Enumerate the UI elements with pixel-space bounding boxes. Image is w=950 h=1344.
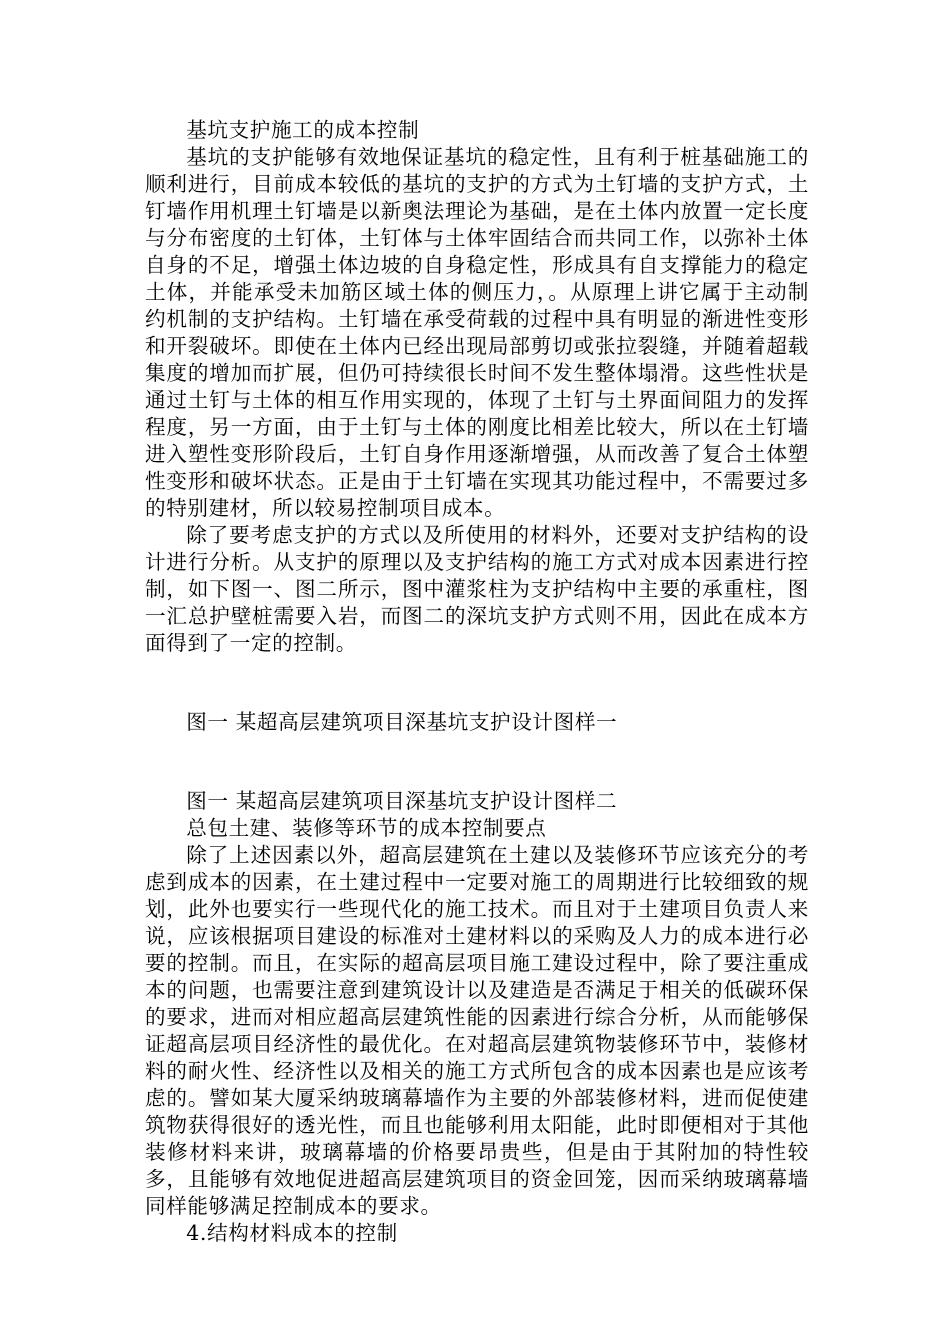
figure-1-placeholder bbox=[145, 657, 809, 709]
paragraph-support-design: 除了要考虑支护的方式以及所使用的材料外，还要对支护结构的设计进行分析。从支护的原理以及支护结构的施工方式对成本因素进行控制，如下图一、图二所示，图中灌浆柱为支护结构中主要的承重柱，图一汇总护壁桩需要入岩，而图二的深坑支护方式则不用，因此在成本方面得到了一定的控制。 bbox=[145, 523, 809, 655]
figure-2-placeholder bbox=[145, 736, 809, 788]
section-heading-structural-material: 4.结构材料成本的控制 bbox=[186, 1221, 398, 1245]
figure-caption-1: 图一 某超高层建筑项目深基坑支护设计图样一 bbox=[186, 710, 618, 734]
figure-caption-2: 图一 某超高层建筑项目深基坑支护设计图样二 bbox=[186, 789, 618, 813]
paragraph-civil-decoration-cost: 除了上述因素以外，超高层建筑在土建以及装修环节应该充分的考虑到成本的因素，在土建过程中一定要对施工的周期进行比较细致的规划，此外也要实行一些现代化的施工技术。而且对于土建项目负责人来说，应该根据项目建设的标准对土建材料以的采购及人力的成本进行必要的控制。而且，在实际的超高层项目施工建设过程中，除了要注重成本的问题，也需要注意到建筑设计以及建造是否满足于相关的低碳环保的要求，进而对相应超高层建筑性能的因素进行综合分析，从而能够保证超高层项目经济性的最优化。在对超高层建筑物装修环节中，装修材料的耐火性、经济性以及相关的施工方式所包含的成本因素也是应该考虑的。譬如某大厦采纳玻璃幕墙作为主要的外部装修材料，进而促使建筑物获得很好的透光性，而且也能够利用太阳能，此时即便相对于其他装修材料来讲，玻璃幕墙的价格要昂贵些，但是由于其附加的特性较多，且能够有效地促进超高层建筑项目的资金回笼，因而采纳玻璃幕墙同样能够满足控制成本的要求。 bbox=[145, 843, 809, 1218]
document-body bbox=[145, 117, 809, 1247]
section-heading-foundation-support: 基坑支护施工的成本控制 bbox=[186, 118, 420, 142]
section-heading-civil-decoration: 总包土建、装修等环节的成本控制要点 bbox=[186, 816, 547, 840]
paragraph-soil-nail-wall: 基坑的支护能够有效地保证基坑的稳定性，且有利于桩基础施工的顺利进行，目前成本较低的基坑的支护的方式为土钉墙的支护方式，土钉墙作用机理土钉墙是以新奥法理论为基础，是在土体内放置一定长度与分布密度的土钉体，土钉体与土体牢固结合而共同工作，以弥补土体自身的不足，增强土体边坡的自身稳定性，形成具有自支撑能力的稳定土体，并能承受未加筋区域土体的侧压力，。从原理上讲它属于主动制约机制的支护结构。土钉墙在承受荷载的过程中具有明显的渐进性变形和开裂破坏。即使在土体内已经出现局部剪切或张拉裂缝，并随着超载集度的增加而扩展，但仍可持续很长时间不发生整体塌滑。这些性状是通过土钉与土体的相互作用实现的，体现了土钉与土界面间阻力的发挥程度，另一方面，由于土钉与土体的刚度比相差比较大，所以在土钉墙进入塑性变形阶段后，土钉自身作用逐渐增强，从而改善了复合土体塑性变形和破坏状态。正是由于土钉墙在实现其功能过程中，不需要过多的特别建材，所以较易控制项目成本。 bbox=[145, 145, 809, 520]
